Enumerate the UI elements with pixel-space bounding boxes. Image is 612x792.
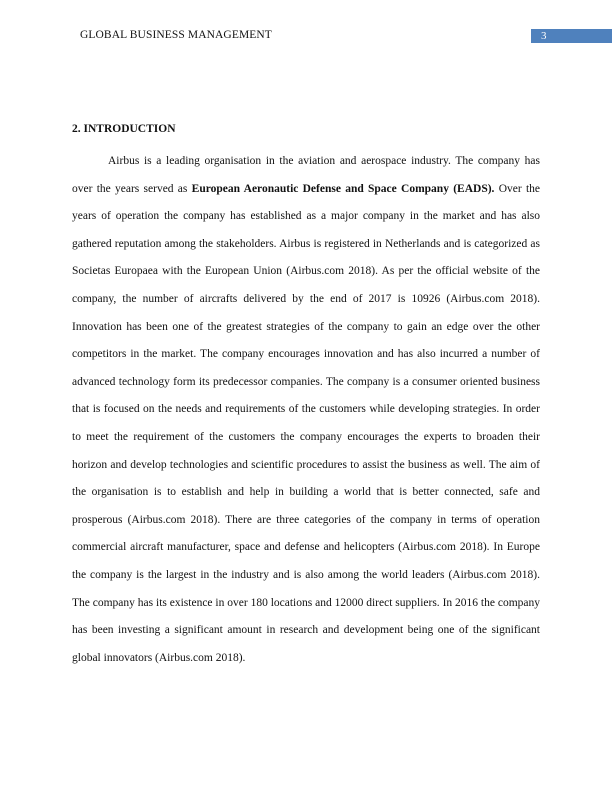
paragraph-text-start: Airbus is a leading organisation in the aviation and aerospace industry. The company has over the years served as — [72, 155, 540, 195]
paragraph-text-end: Over the years of operation the company has established as a major company in the market and has also gathered reputation among the stakeholders. Airbus is registered in Netherlands and is categorized as Societas Europaea with the European Union (Airbus.com 2018). As per the official website of the company, the number of aircrafts delivered by the end of 2017 is 10926 (Airbus.com 2018). Innovation has been one of the greatest strategies of the company to gain an edge over the other competitors in the market. The company encourages innovation and has also incurred a number of advanced technology form its predecessor companies. The company is a consumer oriented business that is focused on the needs and requirements of the customers while developing strategies. In order to meet the requirement of the customers the company encourages the experts to broaden their horizon and develop technologies and scientific procedures to assist the business as well. The aim of the organisation is to establish and help in building a world that is better connected, safe and prosperous (Airbus.com 2018). There are three categories of the company in terms of operation commercial aircraft manufacturer, space and defense and helicopters (Airbus.com 2018). In Europe the company is the largest in the industry and is also among the world leaders (Airbus.com 2018). The company has its existence in over 180 locations and 12000 direct suppliers. In 2016 the company has been investing a significant amount in research and development being one of the significant global innovators (Airbus.com 2018). — [72, 182, 540, 664]
running-head: GLOBAL BUSINESS MANAGEMENT — [80, 29, 272, 41]
paragraph-bold-company-name: European Aeronautic Defense and Space Company (EADS). — [191, 182, 495, 195]
page-number: 3 — [541, 30, 547, 42]
section-heading: 2. INTRODUCTION — [72, 123, 176, 135]
page-number-bar — [531, 29, 612, 43]
introduction-paragraph — [72, 148, 540, 672]
